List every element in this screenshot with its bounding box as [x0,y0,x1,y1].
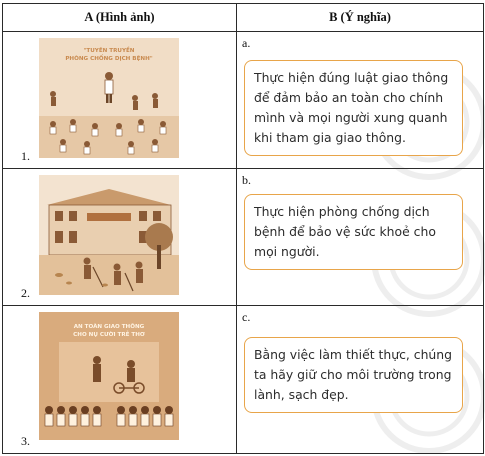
school-cleaning-image [39,175,179,295]
option-letter-b: b. [242,173,251,187]
meaning-cell-b [237,169,484,306]
meaning-cell-c [237,306,484,454]
option-letter-c: c. [242,310,251,324]
column-b-header: B (Ý nghĩa) [237,4,484,32]
option-letter-a: a. [242,36,251,50]
column-a-header: A (Hình ảnh) [3,4,237,32]
row-number-3: 3. [21,434,30,448]
meaning-cell-a [237,32,484,169]
image-cell-2 [3,169,237,306]
row-number-1: 1. [21,149,30,163]
image-caption-1: "TUYÊN TRUYỀN [83,48,135,54]
disease-prevention-image [39,38,179,158]
svg-text:CHO NỤ CƯỜI TRẺ THƠ: CHO NỤ CƯỜI TRẺ THƠ [73,332,145,338]
image-caption-3: AN TOÀN GIAO THÔNG [73,324,145,330]
svg-text:PHÒNG CHỐNG DỊCH BỆNH": PHÒNG CHỐNG DỊCH BỆNH" [65,56,153,62]
image-cell-1 [3,32,237,169]
meaning-card-c: Bằng việc làm thiết thực, chúng ta hãy giữ cho môi trường trong lành, sạch đẹp. [244,337,463,413]
row-number-2: 2. [21,286,30,300]
traffic-safety-image [39,312,179,440]
image-cell-3 [3,306,237,454]
meaning-card-a: Thực hiện đúng luật giao thông để đảm bảo an toàn cho chính mình và mọi người xung quanh khi tham gia giao thông. [244,60,463,156]
meaning-card-b: Thực hiện phòng chống dịch bệnh để bảo vệ sức khoẻ cho mọi người. [244,194,463,270]
matching-table [2,3,484,454]
